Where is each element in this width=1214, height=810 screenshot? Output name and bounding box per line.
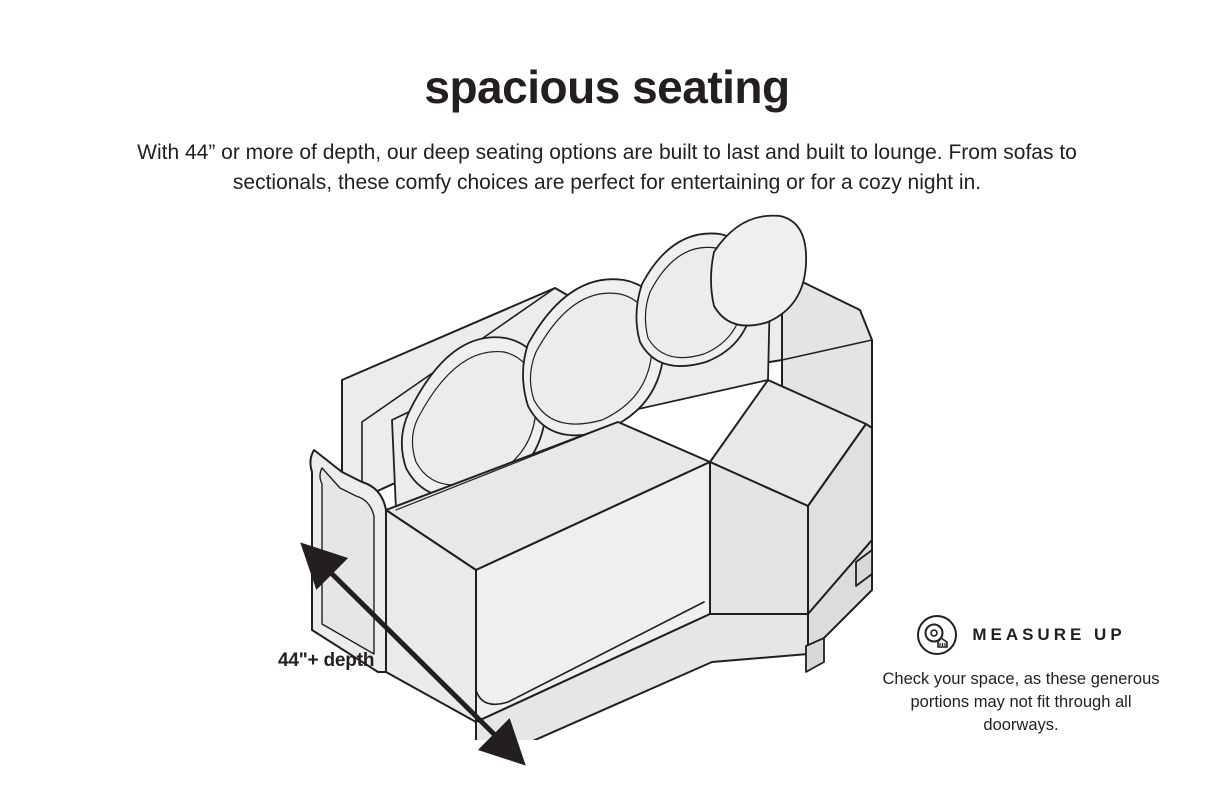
measure-up-title: MEASURE UP	[972, 625, 1126, 644]
page-title: spacious seating	[424, 61, 790, 113]
page-subtitle: With 44” or more of depth, our deep seating options are built to last and built to lounge. From sofas to sectionals, these comfy choices are perfect for entertaining or for a cozy night in.	[137, 141, 1077, 194]
measure-up-block	[876, 614, 1166, 736]
measure-up-body: Check your space, as these generous portions may not fit through all doorways.	[882, 670, 1160, 734]
depth-label: 44"+ depth	[278, 650, 375, 671]
depth-dimension	[268, 540, 548, 770]
tape-measure-icon	[916, 614, 958, 656]
measure-up-header	[876, 614, 1166, 656]
